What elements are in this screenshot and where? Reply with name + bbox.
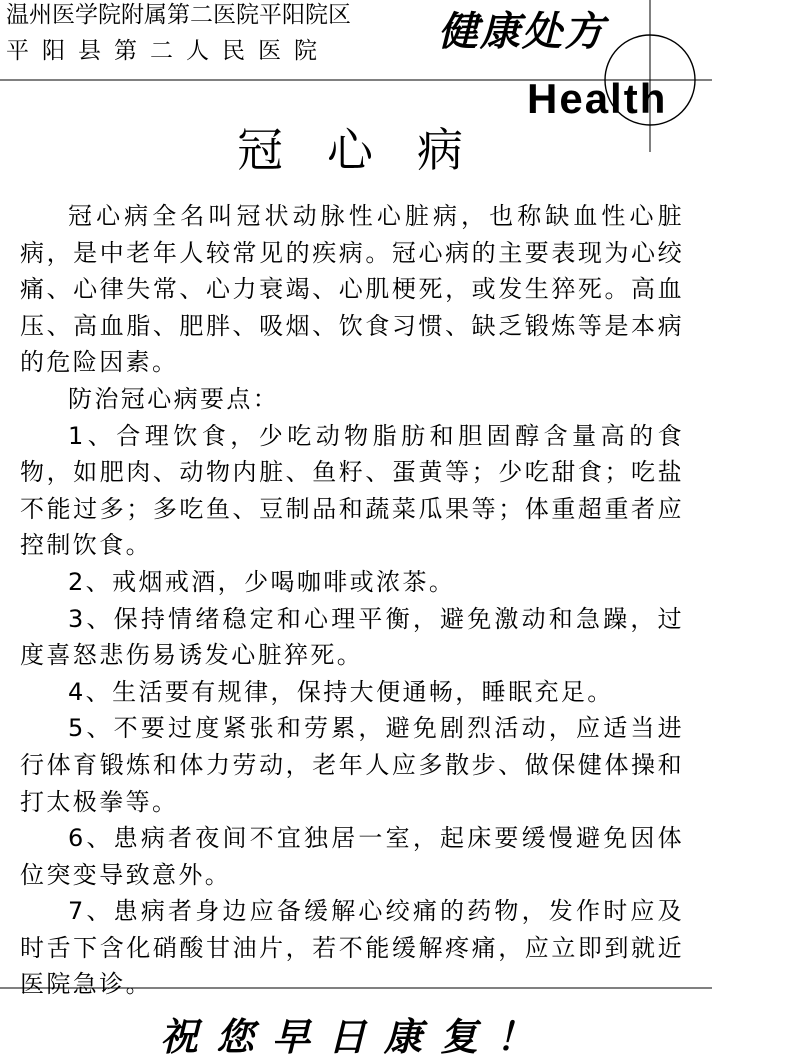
- tip-item: 1、合理饮食，少吃动物脂肪和胆固醇含量高的食物，如肥肉、动物内脏、鱼籽、蛋黄等；少吃甜食；吃盐不能过多；多吃鱼、豆制品和蔬菜瓜果等；体重超重者应控制饮食。: [20, 421, 684, 560]
- page-title: 冠心病: [237, 123, 507, 177]
- tip-item: 4、生活要有规律，保持大便通畅，睡眠充足。: [68, 677, 614, 706]
- intro-paragraph: 冠心病全名叫冠状动脉性心脏病，也称缺血性心脏病，是中老年人较常见的疾病。冠心病的主要表现为心绞痛、心律失常、心力衰竭、心肌梗死，或发生猝死。高血压、高血脂、肥胖、吸烟、饮食习惯、缺乏锻炼等是本病的危险因素。: [20, 202, 684, 377]
- article-body: [20, 198, 684, 1003]
- health-prescription-logo: 健康处方: [438, 9, 606, 55]
- tip-item: 3、保持情绪稳定和心理平衡，避免激动和急躁，过度喜怒悲伤易诱发心脏猝死。: [20, 604, 684, 670]
- section-heading: 防治冠心病要点：: [68, 384, 280, 413]
- tip-item: 7、患病者身边应备缓解心绞痛的药物，发作时应及时舌下含化硝酸甘油片，若不能缓解疼痛，应立即到就近医院急诊。: [20, 897, 684, 999]
- health-wordmark: Health: [527, 75, 668, 122]
- hospital-name-line1: 温州医学院附属第二医院平阳院区: [6, 2, 351, 28]
- tip-item: 6、患病者夜间不宜独居一室，起床要缓慢避免因体位突变导致意外。: [20, 824, 684, 889]
- tip-item: 2、戒烟戒酒，少喝咖啡或浓茶。: [68, 567, 456, 596]
- blessing-footer: 祝您早日康复！: [159, 1015, 552, 1059]
- hospital-name-line2: 平阳县第二人民医院: [6, 38, 330, 64]
- tip-item: 5、不要过度紧张和劳累，避免剧烈活动，应适当进行体育锻炼和体力劳动，老年人应多散步、做保健体操和打太极拳等。: [20, 714, 684, 816]
